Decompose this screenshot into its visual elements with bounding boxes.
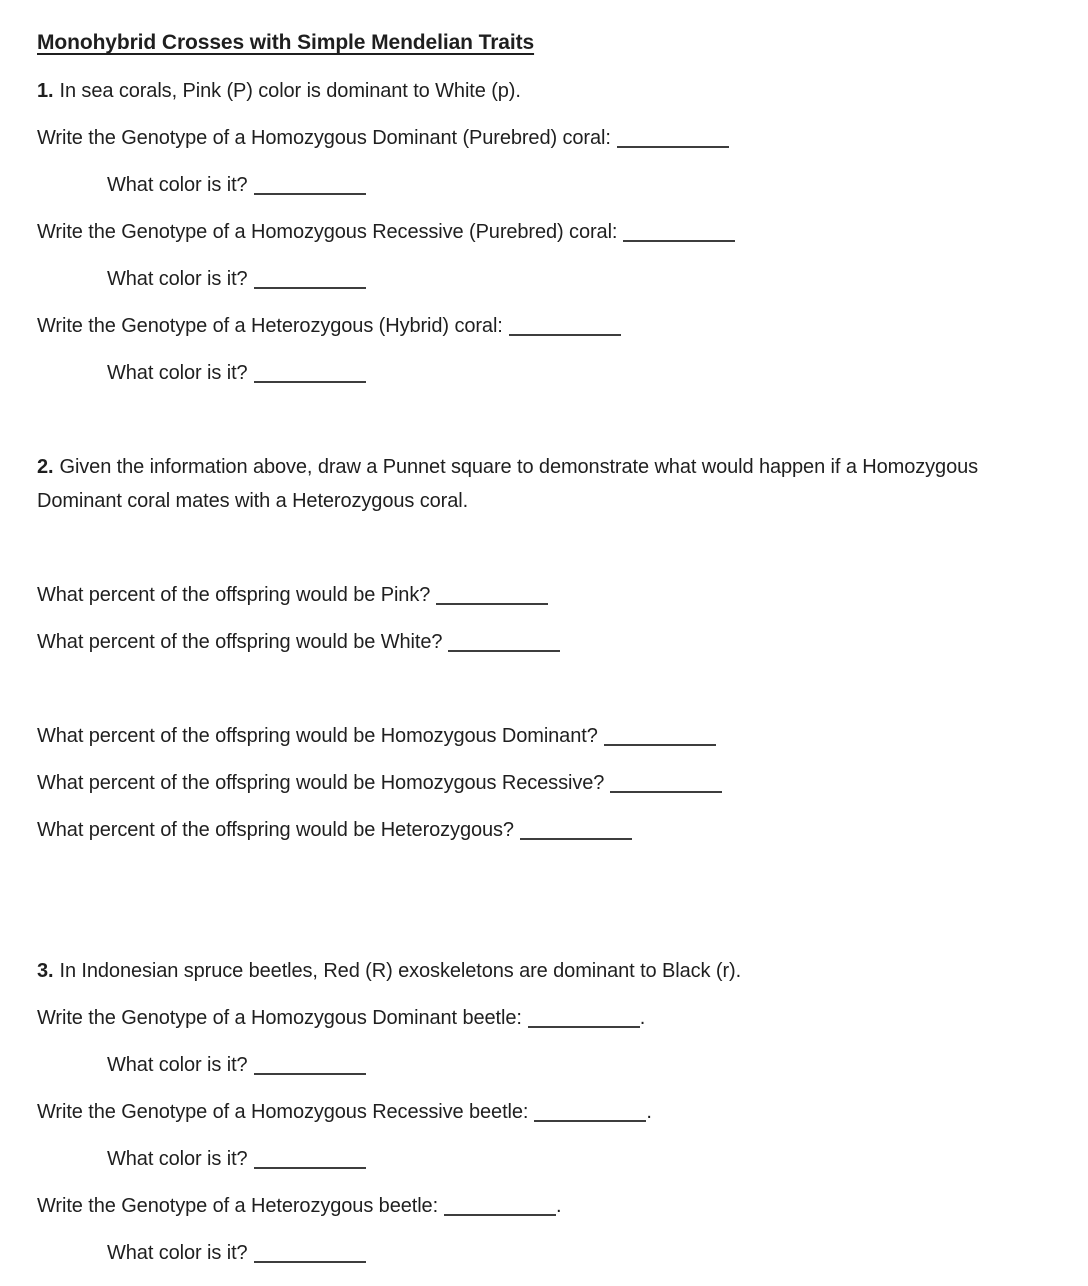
color-label: What color is it?: [107, 362, 248, 384]
percent-label: What percent of the offspring would be Homozygous Dominant?: [37, 725, 598, 747]
color-label: What color is it?: [107, 1054, 248, 1076]
percent-label: What percent of the offspring would be Heterozygous?: [37, 819, 514, 841]
color-line: [37, 1142, 1048, 1176]
punnett-square-area: [37, 531, 1048, 578]
color-line: [37, 262, 1048, 296]
question-2-intro: [37, 450, 1048, 518]
percent-label: What percent of the offspring would be Homozygous Recessive?: [37, 772, 605, 794]
genotype-line: [37, 1189, 1048, 1223]
percent-line: [37, 625, 1048, 659]
answer-blank: [436, 599, 548, 605]
suffix-text: .: [646, 1101, 652, 1123]
answer-blank: [617, 142, 729, 148]
genotype-label: Write the Genotype of a Homozygous Dominant beetle:: [37, 1007, 522, 1029]
answer-blank: [534, 1116, 646, 1122]
question-1-text: In sea corals, Pink (P) color is dominant to White (p).: [59, 80, 521, 102]
color-line: [37, 168, 1048, 202]
answer-blank: [604, 740, 716, 746]
percent-line: [37, 766, 1048, 800]
answer-blank: [254, 189, 366, 195]
color-label: What color is it?: [107, 1242, 248, 1264]
answer-blank: [254, 1257, 366, 1263]
color-line: [37, 1236, 1048, 1270]
answer-blank: [610, 787, 722, 793]
answer-blank: [254, 283, 366, 289]
spacer: [37, 860, 1048, 954]
answer-blank: [254, 1069, 366, 1075]
percent-line: [37, 813, 1048, 847]
suffix-text: .: [639, 1007, 646, 1029]
answer-blank: [509, 330, 621, 336]
suffix-text: .: [556, 1195, 562, 1217]
answer-blank: [448, 646, 560, 652]
spacer: [37, 403, 1048, 450]
page-title: Monohybrid Crosses with Simple Mendelian Traits: [37, 31, 535, 54]
genotype-line: [37, 121, 1048, 155]
color-label: What color is it?: [107, 1148, 248, 1170]
question-1-intro: [37, 74, 1048, 108]
color-label: What color is it?: [107, 174, 248, 196]
genotype-label: Write the Genotype of a Homozygous Dominant (Purebred) coral:: [37, 127, 611, 149]
genotype-label: Write the Genotype of a Homozygous Recessive (Purebred) coral:: [37, 221, 618, 243]
answer-blank: [528, 1022, 640, 1028]
answer-blank: [520, 834, 632, 840]
color-label: What color is it?: [107, 268, 248, 290]
color-line: [37, 356, 1048, 390]
answer-blank: [254, 1163, 366, 1169]
genotype-label: Write the Genotype of a Heterozygous beetle:: [37, 1195, 439, 1217]
genotype-label: Write the Genotype of a Homozygous Recessive beetle:: [37, 1101, 529, 1123]
color-line: [37, 1048, 1048, 1082]
genotype-line: [37, 1095, 1048, 1129]
percent-line: [37, 578, 1048, 612]
genotype-label: Write the Genotype of a Heterozygous (Hybrid) coral:: [37, 315, 503, 337]
question-3-intro: [37, 954, 1048, 988]
spacer: [37, 672, 1048, 719]
genotype-line: [37, 215, 1048, 249]
genotype-line: [37, 1001, 1048, 1035]
question-2-text: Given the information above, draw a Punnet square to demonstrate what would happen if a Homozygous Dominant coral mates with a Heterozygous coral.: [37, 456, 979, 512]
question-2-number: 2.: [37, 456, 54, 478]
question-3-number: 3.: [37, 960, 54, 982]
genotype-line: [37, 309, 1048, 343]
question-3-text: In Indonesian spruce beetles, Red (R) exoskeletons are dominant to Black (r).: [59, 960, 742, 982]
percent-label: What percent of the offspring would be Pink?: [37, 584, 431, 606]
percent-label: What percent of the offspring would be White?: [37, 631, 443, 653]
answer-blank: [623, 236, 735, 242]
answer-blank: [254, 377, 366, 383]
percent-line: [37, 719, 1048, 753]
question-1-number: 1.: [37, 80, 54, 102]
answer-blank: [444, 1210, 556, 1216]
